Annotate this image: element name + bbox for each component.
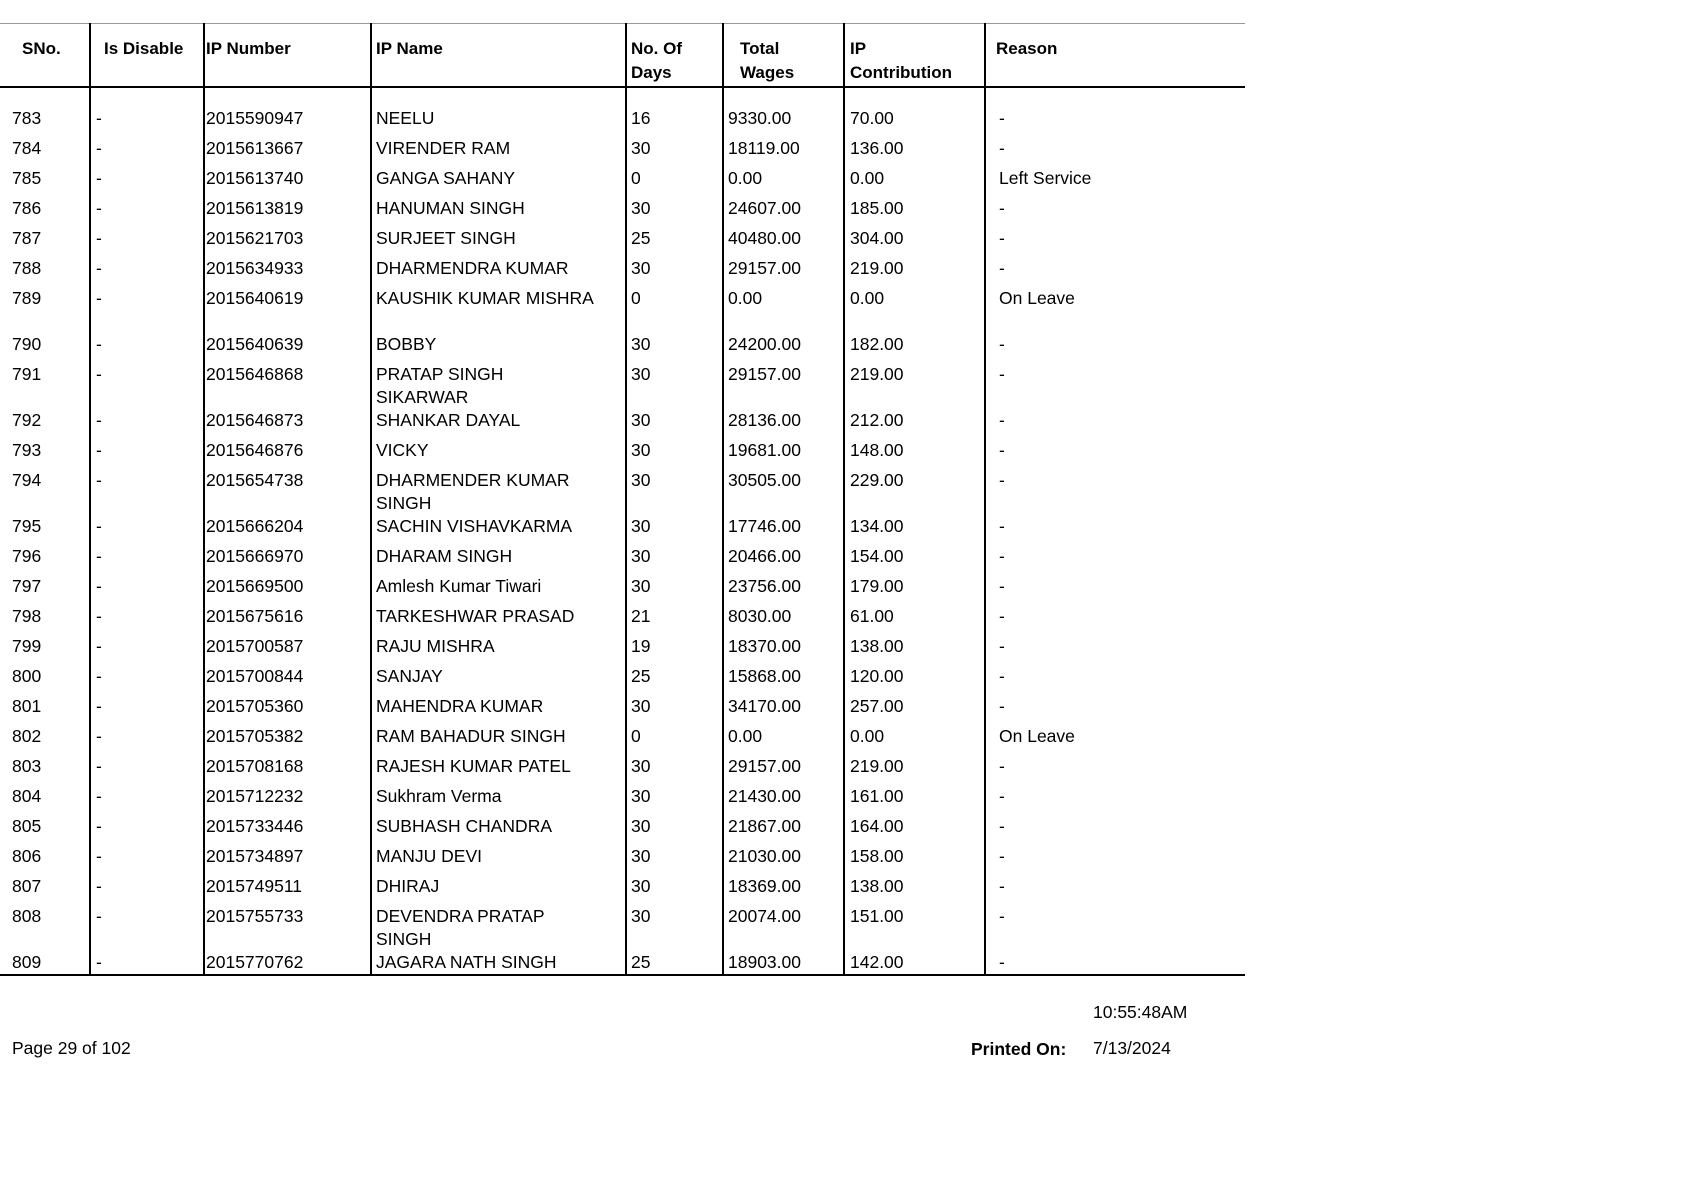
cell-sno: 788 (12, 258, 42, 278)
cell-sno: 783 (12, 108, 42, 128)
cell-days: 25 (631, 228, 651, 248)
cell-reason: On Leave (999, 288, 1075, 308)
cell-sno: 802 (12, 726, 42, 746)
cell-is-disable: - (96, 546, 102, 566)
cell-is-disable: - (96, 138, 102, 158)
cell-contribution: 158.00 (850, 846, 904, 866)
cell-is-disable: - (96, 786, 102, 806)
cell-ip-number: 2015733446 (206, 816, 304, 836)
cell-days: 30 (631, 138, 651, 158)
cell-ip-name: SACHIN VISHAVKARMA (376, 516, 573, 536)
cell-contribution: 70.00 (850, 108, 894, 128)
cell-reason: - (999, 410, 1005, 430)
printed-on-date: 7/13/2024 (1093, 1038, 1171, 1058)
cell-days: 30 (631, 816, 651, 836)
cell-sno: 808 (12, 906, 42, 926)
cell-reason: - (999, 906, 1005, 926)
cell-contribution: 138.00 (850, 636, 904, 656)
cell-contribution: 229.00 (850, 470, 904, 490)
cell-wages: 18119.00 (728, 138, 800, 158)
cell-days: 30 (631, 906, 651, 926)
cell-reason: - (999, 334, 1005, 354)
cell-is-disable: - (96, 576, 102, 596)
cell-is-disable: - (96, 606, 102, 626)
cell-contribution: 179.00 (850, 576, 904, 596)
cell-days: 25 (631, 666, 651, 686)
cell-reason: - (999, 470, 1005, 490)
cell-sno: 785 (12, 168, 42, 188)
print-time: 10:55:48AM (1093, 1002, 1188, 1022)
cell-ip-name: SHANKAR DAYAL (376, 410, 521, 430)
cell-wages: 34170.00 (728, 696, 801, 716)
cell-wages: 20466.00 (728, 546, 801, 566)
cell-contribution: 151.00 (850, 906, 904, 926)
cell-ip-name: SURJEET SINGH (376, 228, 516, 248)
cell-days: 30 (631, 876, 651, 896)
cell-reason: - (999, 576, 1005, 596)
cell-is-disable: - (96, 726, 102, 746)
cell-contribution: 61.00 (850, 606, 894, 626)
cell-contribution: 164.00 (850, 816, 904, 836)
cell-contribution: 0.00 (850, 168, 885, 188)
cell-reason: - (999, 666, 1005, 686)
cell-wages: 29157.00 (728, 756, 801, 776)
cell-contribution: 154.00 (850, 546, 904, 566)
cell-ip-name: DHARMENDER KUMAR SINGH (376, 470, 570, 513)
cell-reason: - (999, 636, 1005, 656)
cell-contribution: 0.00 (850, 288, 885, 308)
cell-ip-number: 2015705382 (206, 726, 304, 746)
cell-is-disable: - (96, 666, 102, 686)
cell-ip-name: MAHENDRA KUMAR (376, 696, 544, 716)
cell-sno: 797 (12, 576, 42, 596)
cell-reason: - (999, 756, 1005, 776)
cell-ip-name: PRATAP SINGH SIKARWAR (376, 364, 504, 407)
cell-ip-number: 2015755733 (206, 906, 304, 926)
cell-wages: 24607.00 (728, 198, 801, 218)
cell-ip-name: NEELU (376, 108, 435, 128)
header-reason: Reason (996, 39, 1058, 58)
cell-ip-number: 2015705360 (206, 696, 304, 716)
cell-ip-number: 2015666970 (206, 546, 304, 566)
cell-reason: - (999, 952, 1005, 972)
cell-reason: - (999, 258, 1005, 278)
cell-wages: 29157.00 (728, 364, 801, 384)
cell-ip-number: 2015669500 (206, 576, 304, 596)
cell-contribution: 142.00 (850, 952, 904, 972)
cell-wages: 15868.00 (728, 666, 801, 686)
cell-ip-name: SANJAY (376, 666, 443, 686)
cell-is-disable: - (96, 846, 102, 866)
header-is-disable: Is Disable (104, 39, 184, 58)
cell-sno: 806 (12, 846, 42, 866)
cell-ip-number: 2015734897 (206, 846, 304, 866)
column-divider (984, 23, 986, 976)
cell-ip-number: 2015700587 (206, 636, 304, 656)
cell-reason: - (999, 198, 1005, 218)
header-contribution: IP Contribution (850, 39, 952, 82)
cell-is-disable: - (96, 696, 102, 716)
cell-contribution: 0.00 (850, 726, 885, 746)
cell-ip-number: 2015646873 (206, 410, 304, 430)
cell-is-disable: - (96, 168, 102, 188)
cell-contribution: 212.00 (850, 410, 904, 430)
cell-days: 30 (631, 334, 651, 354)
cell-ip-name: VICKY (376, 440, 429, 460)
cell-wages: 18903.00 (728, 952, 801, 972)
column-divider (843, 23, 845, 976)
cell-reason: - (999, 846, 1005, 866)
cell-wages: 40480.00 (728, 228, 801, 248)
cell-is-disable: - (96, 198, 102, 218)
cell-reason: - (999, 606, 1005, 626)
cell-ip-number: 2015613819 (206, 198, 304, 218)
cell-sno: 793 (12, 440, 42, 460)
cell-contribution: 219.00 (850, 756, 904, 776)
cell-contribution: 136.00 (850, 138, 904, 158)
page-number: Page 29 of 102 (12, 1038, 131, 1058)
cell-sno: 800 (12, 666, 42, 686)
cell-sno: 795 (12, 516, 42, 536)
cell-ip-name: RAJESH KUMAR PATEL (376, 756, 571, 776)
cell-sno: 799 (12, 636, 42, 656)
cell-ip-number: 2015646868 (206, 364, 304, 384)
cell-contribution: 185.00 (850, 198, 904, 218)
cell-days: 25 (631, 952, 651, 972)
cell-wages: 24200.00 (728, 334, 801, 354)
cell-contribution: 134.00 (850, 516, 904, 536)
cell-ip-name: DEVENDRA PRATAP SINGH (376, 906, 545, 949)
cell-contribution: 161.00 (850, 786, 904, 806)
cell-wages: 20074.00 (728, 906, 801, 926)
cell-sno: 807 (12, 876, 42, 896)
cell-wages: 18370.00 (728, 636, 801, 656)
cell-reason: - (999, 440, 1005, 460)
column-divider (625, 23, 627, 976)
cell-reason: - (999, 816, 1005, 836)
cell-sno: 801 (12, 696, 42, 716)
cell-ip-name: SUBHASH CHANDRA (376, 816, 552, 836)
cell-wages: 29157.00 (728, 258, 801, 278)
cell-reason: On Leave (999, 726, 1075, 746)
cell-wages: 30505.00 (728, 470, 801, 490)
cell-reason: - (999, 516, 1005, 536)
cell-days: 21 (631, 606, 651, 626)
cell-ip-number: 2015640639 (206, 334, 304, 354)
cell-reason: - (999, 364, 1005, 384)
cell-contribution: 257.00 (850, 696, 904, 716)
cell-sno: 796 (12, 546, 42, 566)
cell-sno: 784 (12, 138, 42, 158)
cell-ip-name: HANUMAN SINGH (376, 198, 525, 218)
cell-wages: 28136.00 (728, 410, 801, 430)
column-divider (370, 23, 372, 976)
cell-ip-name: DHIRAJ (376, 876, 440, 896)
cell-ip-number: 2015666204 (206, 516, 304, 536)
cell-days: 30 (631, 258, 651, 278)
header-sno: SNo. (22, 39, 61, 58)
cell-is-disable: - (96, 636, 102, 656)
cell-days: 30 (631, 440, 651, 460)
cell-ip-name: RAJU MISHRA (376, 636, 495, 656)
cell-ip-name: Sukhram Verma (376, 786, 502, 806)
cell-ip-number: 2015654738 (206, 470, 304, 490)
cell-wages: 17746.00 (728, 516, 801, 536)
cell-is-disable: - (96, 258, 102, 278)
cell-is-disable: - (96, 364, 102, 384)
cell-reason: - (999, 696, 1005, 716)
cell-ip-name: KAUSHIK KUMAR MISHRA (376, 288, 594, 308)
cell-wages: 21867.00 (728, 816, 801, 836)
cell-days: 30 (631, 756, 651, 776)
cell-reason: - (999, 228, 1005, 248)
cell-ip-name: BOBBY (376, 334, 437, 354)
cell-sno: 798 (12, 606, 42, 626)
cell-days: 30 (631, 786, 651, 806)
cell-sno: 794 (12, 470, 42, 490)
cell-is-disable: - (96, 410, 102, 430)
cell-wages: 21030.00 (728, 846, 801, 866)
cell-sno: 805 (12, 816, 42, 836)
cell-ip-number: 2015708168 (206, 756, 304, 776)
cell-sno: 792 (12, 410, 42, 430)
cell-reason: - (999, 108, 1005, 128)
cell-days: 0 (631, 168, 641, 188)
cell-days: 0 (631, 288, 641, 308)
cell-is-disable: - (96, 756, 102, 776)
cell-ip-name: DHARAM SINGH (376, 546, 513, 566)
cell-days: 30 (631, 470, 651, 490)
cell-wages: 0.00 (728, 726, 763, 746)
cell-days: 30 (631, 576, 651, 596)
cell-is-disable: - (96, 440, 102, 460)
cell-contribution: 219.00 (850, 258, 904, 278)
cell-ip-name: JAGARA NATH SINGH (376, 952, 557, 972)
cell-is-disable: - (96, 816, 102, 836)
cell-is-disable: - (96, 288, 102, 308)
cell-reason: - (999, 138, 1005, 158)
cell-is-disable: - (96, 470, 102, 490)
cell-contribution: 120.00 (850, 666, 904, 686)
column-divider (722, 23, 724, 976)
cell-is-disable: - (96, 906, 102, 926)
cell-wages: 0.00 (728, 288, 763, 308)
cell-days: 30 (631, 364, 651, 384)
cell-sno: 809 (12, 952, 42, 972)
cell-ip-name: GANGA SAHANY (376, 168, 516, 188)
header-bottom-rule (0, 86, 1245, 88)
cell-contribution: 304.00 (850, 228, 904, 248)
cell-sno: 791 (12, 364, 42, 384)
cell-ip-number: 2015613740 (206, 168, 304, 188)
cell-is-disable: - (96, 334, 102, 354)
cell-ip-number: 2015621703 (206, 228, 304, 248)
cell-sno: 790 (12, 334, 42, 354)
cell-ip-name: TARKESHWAR PRASAD (376, 606, 575, 626)
header-ip-name: IP Name (376, 39, 443, 58)
cell-reason: - (999, 786, 1005, 806)
cell-ip-number: 2015675616 (206, 606, 304, 626)
cell-is-disable: - (96, 876, 102, 896)
cell-wages: 18369.00 (728, 876, 801, 896)
cell-is-disable: - (96, 952, 102, 972)
cell-ip-name: Amlesh Kumar Tiwari (376, 576, 542, 596)
cell-is-disable: - (96, 516, 102, 536)
cell-reason: - (999, 546, 1005, 566)
header-wages: Total Wages (740, 39, 795, 82)
column-divider (203, 23, 205, 976)
cell-ip-name: RAM BAHADUR SINGH (376, 726, 566, 746)
cell-contribution: 138.00 (850, 876, 904, 896)
cell-reason: Left Service (999, 168, 1092, 188)
cell-is-disable: - (96, 228, 102, 248)
cell-wages: 8030.00 (728, 606, 792, 626)
cell-wages: 21430.00 (728, 786, 801, 806)
cell-ip-number: 2015646876 (206, 440, 304, 460)
cell-ip-number: 2015634933 (206, 258, 304, 278)
column-divider (89, 23, 91, 976)
cell-sno: 803 (12, 756, 42, 776)
cell-days: 30 (631, 846, 651, 866)
cell-days: 30 (631, 546, 651, 566)
cell-days: 0 (631, 726, 641, 746)
cell-wages: 19681.00 (728, 440, 801, 460)
cell-reason: - (999, 876, 1005, 896)
cell-ip-number: 2015640619 (206, 288, 304, 308)
cell-ip-number: 2015749511 (206, 876, 303, 896)
cell-is-disable: - (96, 108, 102, 128)
cell-days: 19 (631, 636, 651, 656)
cell-wages: 9330.00 (728, 108, 792, 128)
cell-ip-number: 2015613667 (206, 138, 304, 158)
cell-days: 30 (631, 696, 651, 716)
cell-days: 30 (631, 410, 651, 430)
cell-days: 30 (631, 516, 651, 536)
cell-ip-number: 2015712232 (206, 786, 304, 806)
printed-on-label: Printed On: (971, 1039, 1067, 1059)
cell-ip-number: 2015700844 (206, 666, 304, 686)
cell-contribution: 219.00 (850, 364, 904, 384)
cell-days: 16 (631, 108, 651, 128)
cell-ip-name: VIRENDER RAM (376, 138, 511, 158)
cell-wages: 0.00 (728, 168, 763, 188)
cell-wages: 23756.00 (728, 576, 801, 596)
cell-sno: 787 (12, 228, 42, 248)
cell-sno: 786 (12, 198, 42, 218)
table-top-rule (0, 23, 1245, 24)
cell-ip-name: MANJU DEVI (376, 846, 482, 866)
cell-contribution: 182.00 (850, 334, 904, 354)
cell-sno: 804 (12, 786, 42, 806)
cell-contribution: 148.00 (850, 440, 904, 460)
header-days: No. Of Days (631, 39, 682, 82)
cell-ip-name: DHARMENDRA KUMAR (376, 258, 569, 278)
cell-sno: 789 (12, 288, 42, 308)
cell-ip-number: 2015770762 (206, 952, 304, 972)
header-ip-number: IP Number (206, 39, 291, 58)
table-bottom-rule (0, 974, 1245, 976)
cell-ip-number: 2015590947 (206, 108, 304, 128)
cell-days: 30 (631, 198, 651, 218)
